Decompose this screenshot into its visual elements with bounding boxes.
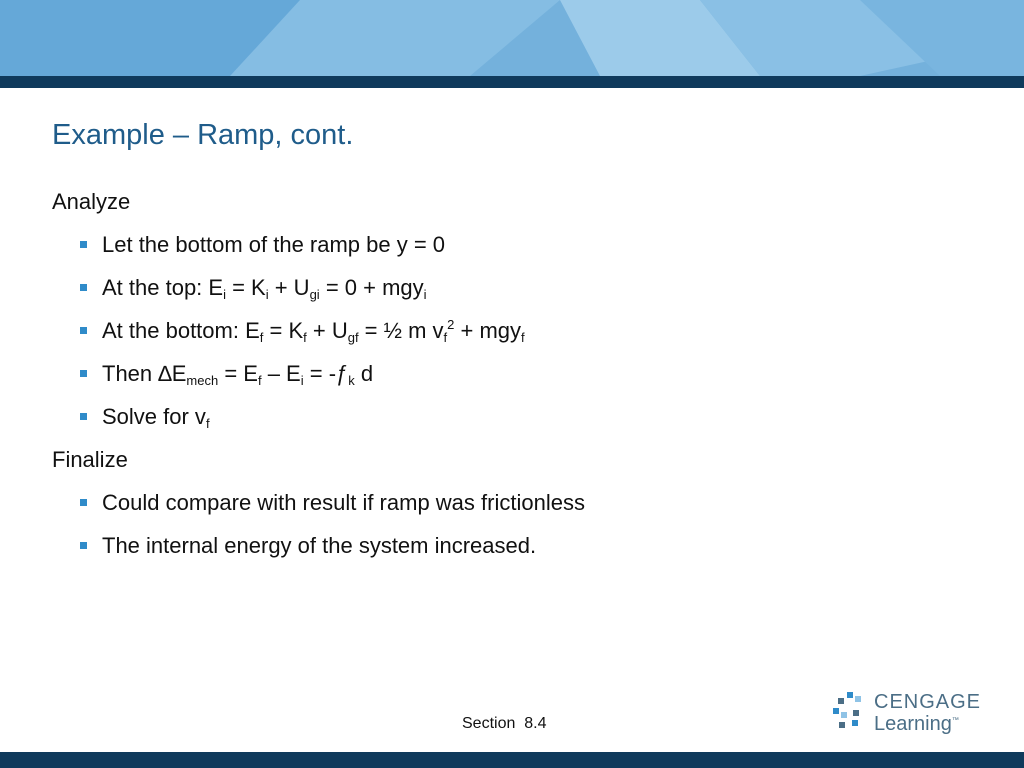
- eq-sub: f: [521, 330, 525, 345]
- header-rule: [0, 76, 1024, 88]
- eq-sub: i: [223, 287, 226, 302]
- bullet-marker: [80, 241, 87, 248]
- bullet-text: The internal energy of the system increased.: [102, 533, 537, 558]
- eq-sub: i: [265, 287, 269, 302]
- cengage-logo: [832, 690, 982, 738]
- eq-sub: f: [257, 373, 262, 388]
- eq-part: d: [354, 361, 374, 386]
- eq-part: E: [171, 361, 187, 386]
- bullet-marker: [80, 499, 87, 506]
- bullet-text: [102, 275, 427, 301]
- friction-symbol: ƒ: [336, 361, 349, 386]
- trademark-mark: ™: [951, 717, 959, 724]
- eq-sub: f: [259, 330, 264, 345]
- delta-symbol: ∆: [158, 361, 172, 386]
- eq-bottom-lead: At the bottom: E: [102, 318, 260, 343]
- bullet-marker: [80, 413, 87, 420]
- bullet-marker: [80, 327, 87, 334]
- eq-sub: i: [300, 373, 304, 388]
- eq-part: = -: [303, 361, 337, 386]
- eq-sub: mech: [186, 373, 219, 388]
- bullet-text: [102, 318, 525, 344]
- eq-part: = ½ m v: [358, 318, 444, 343]
- eq-sub: f: [303, 330, 307, 345]
- solve-lead: Solve for v: [102, 404, 206, 429]
- brand-sub: [874, 713, 959, 736]
- eq-part: = E: [218, 361, 258, 386]
- bullet-text: Could compare with result if ramp was frictionless: [102, 490, 585, 515]
- eq-part: + U: [306, 318, 348, 343]
- eq-part: = K: [263, 318, 304, 343]
- eq-sub: gi: [309, 287, 320, 302]
- bullet-marker: [80, 284, 87, 291]
- analyze-heading: Analyze: [52, 189, 131, 214]
- header-banner: [0, 0, 1024, 76]
- eq-sub: gf: [347, 330, 359, 345]
- section-label: Section 8.4: [462, 715, 547, 732]
- eq-part: = K: [225, 275, 266, 300]
- bullet-marker: [80, 542, 87, 549]
- finalize-heading: Finalize: [52, 447, 128, 472]
- eq-sup: 2: [447, 317, 455, 332]
- eq-part: + mgy: [454, 318, 522, 343]
- bullet-text: [102, 404, 210, 430]
- bullet-text: [102, 361, 373, 387]
- eq-part: + U: [268, 275, 310, 300]
- bullet-text: Let the bottom of the ramp be y = 0: [102, 232, 446, 257]
- eq-part: = 0 + mgy: [319, 275, 424, 300]
- eq-sub: i: [423, 287, 427, 302]
- bullet-marker: [80, 370, 87, 377]
- slide-title: Example – Ramp, cont.: [52, 119, 354, 151]
- eq-sub: f: [205, 416, 210, 431]
- footer-bar: [0, 752, 1024, 768]
- eq-sub: k: [348, 373, 355, 388]
- eq-sub: f: [443, 330, 448, 345]
- brand-sub-text: Learning: [874, 713, 952, 735]
- brand-name: CENGAGE: [874, 691, 982, 713]
- eq-then-lead: Then: [102, 361, 159, 386]
- eq-top-lead: At the top: E: [102, 275, 224, 300]
- eq-part: – E: [261, 361, 301, 386]
- cengage-logo-icon: [832, 690, 870, 736]
